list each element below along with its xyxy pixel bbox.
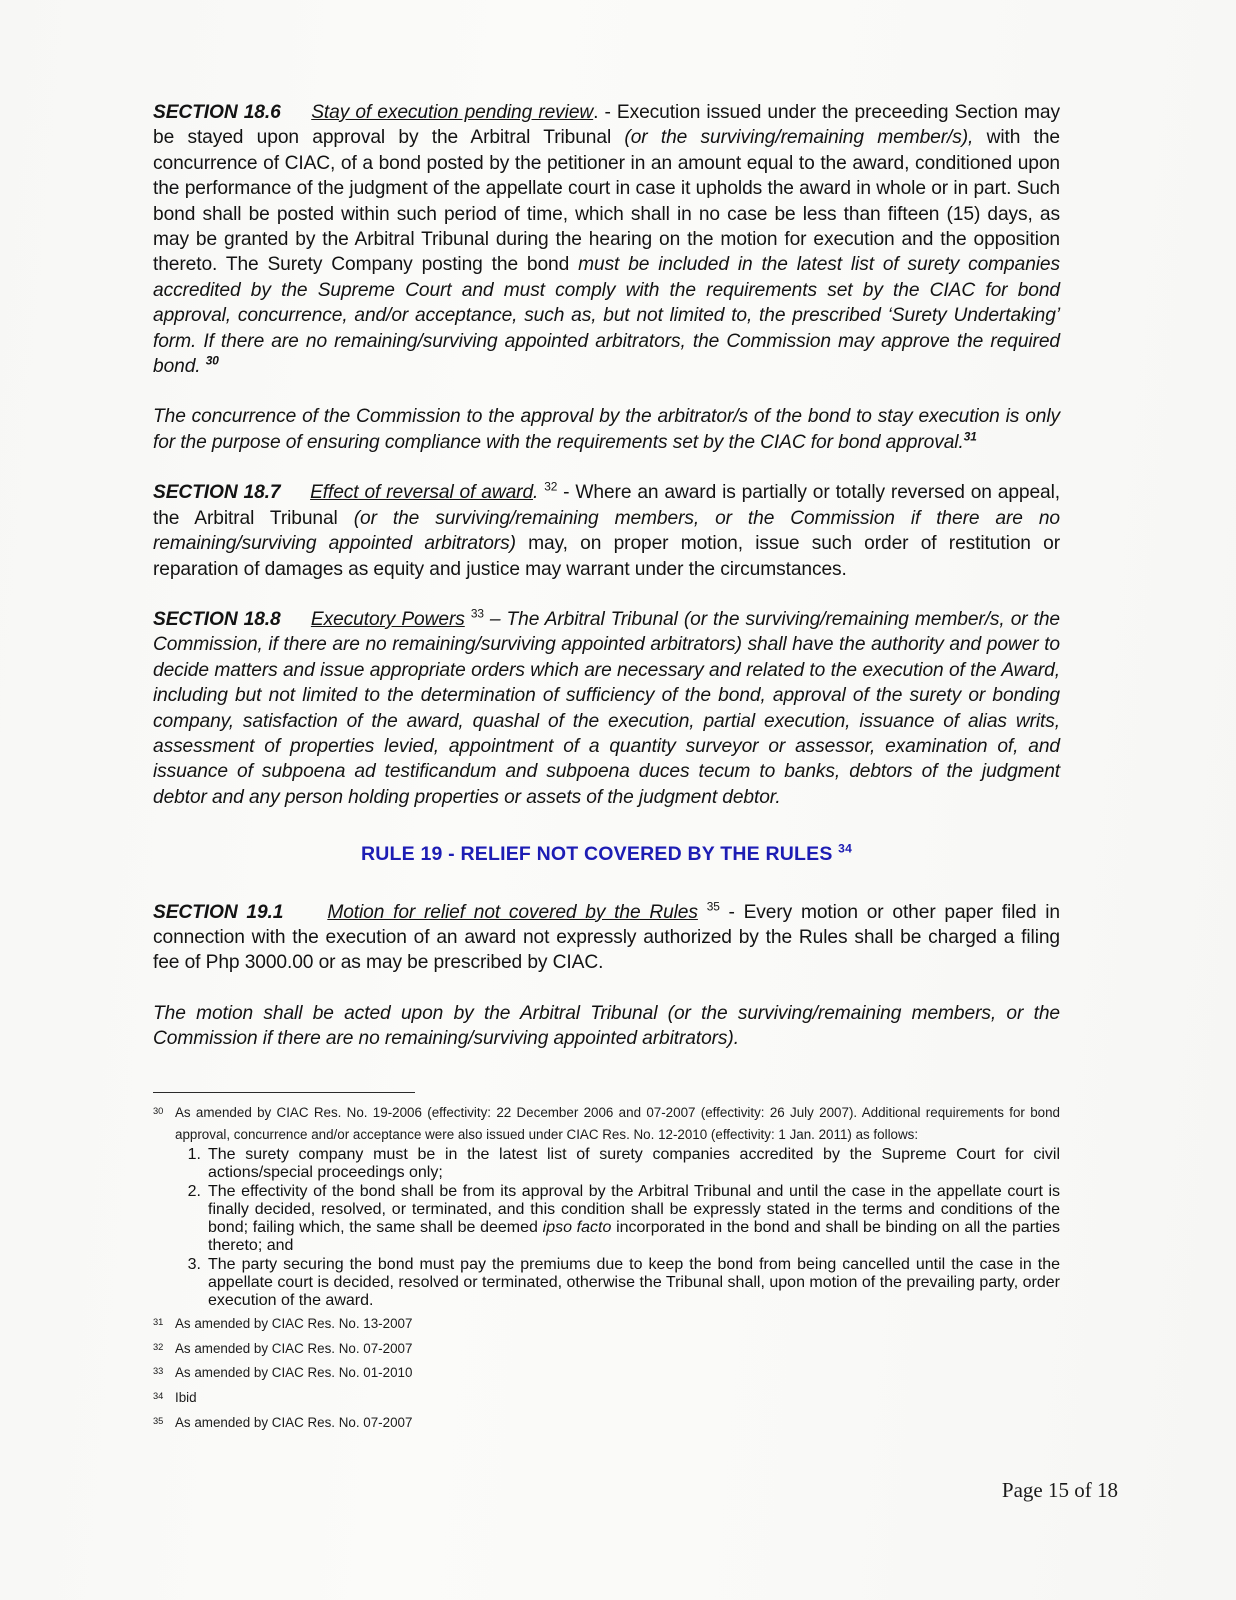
list-item-text: The surety company must be in the latest list of surety companies accredited by the Supreme Court for civil actions/special proceedings only; [208, 1146, 1060, 1182]
list-item-text-b: incorporated in the bond and shall be binding on all the parties thereto; and [208, 1219, 1060, 1255]
footnote-ref-34[interactable]: 34 [838, 841, 853, 856]
section-18-8-title: Executory Powers [310, 608, 465, 630]
section-18-7-number: SECTION 18.7 [153, 482, 281, 504]
spacer [153, 455, 1060, 480]
footnote-31 [153, 1313, 1060, 1335]
section-18-7-title: Effect of reversal of award [310, 482, 534, 504]
footnote-33-text: As amended by CIAC Res. No. 01-2010 [175, 1365, 413, 1381]
footnote-35 [153, 1412, 1060, 1434]
footnote-30-number: 30 [153, 1106, 164, 1116]
rule-19-heading [153, 842, 1060, 867]
footnote-35-text: As amended by CIAC Res. No. 07-2007 [175, 1414, 413, 1430]
footnote-32 [153, 1338, 1060, 1360]
list-item-text-a: The effectivity of the bond shall be from its approval by the Arbitral Tribunal and until the case in the appellate court is finally decided, resolved, or terminated, and this condition shall be expressly stated in the terms and conditions of the bond; failing which, the same shall be deemed [208, 1183, 1060, 1237]
section-18-8 [153, 607, 1060, 810]
paragraph-concurrence [153, 404, 1060, 455]
footnote-ref-33[interactable]: 33 [470, 606, 484, 621]
section-19-1-lead: - Every motion or other paper filed in connection with the execution of an award not expressly authorized by the Rules shall be charged a filing fee of Php 3000.00 or as may be prescribed by CIAC. [153, 901, 1061, 974]
list-item-number: 2. [187, 1183, 201, 1201]
spacer [153, 810, 1060, 842]
section-19-1 [153, 900, 1060, 976]
paragraph-concurrence-text: The concurrence of the Commission to the approval by the arbitrator/s of the bond to stay execution is only for the purpose of ensuring compliance with the requirements set by the CIAC for bond approval. [153, 406, 1060, 453]
list-item-text-italic: ipso facto [542, 1219, 612, 1237]
section-18-7-title-suffix: . [533, 482, 539, 504]
section-18-6-italic-2: must be included in the latest list of surety companies accredited by the Supreme Court and must comply with the requirements set by the CIAC for bond approval, concurrence, and/or acceptance, such as, but not limited to, the prescribed ‘Surety Undertaking’ form. If there are no remaining/surviving appointed arbitrators, the Commission may approve the required bond. [153, 254, 1060, 378]
page-number-footer: Page 15 of 18 [1001, 1478, 1118, 1502]
footnote-ref-35[interactable]: 35 [706, 899, 720, 914]
section-18-7 [153, 480, 1060, 582]
paragraph-motion [153, 1001, 1060, 1052]
footnote-30-list-item-3 [153, 1256, 1060, 1310]
section-18-7-lead: - Where an award is partially or totally reversed on appeal, the Arbitral Tribunal [153, 482, 1061, 529]
paragraph-motion-text: The motion shall be acted upon by the Arbitral Tribunal (or the surviving/remaining members, or the Commission if there are no remaining/surviving appointed arbitrators). [153, 1002, 1060, 1050]
footnote-30 [153, 1102, 1060, 1145]
list-item-text: The party securing the bond must pay the premiums due to keep the bond from being cancelled until the case in the appellate court is decided, resolved or terminated, otherwise the Tribunal shall, upon motion of the prevailing party, order execution of the award. [208, 1256, 1060, 1310]
footnote-31-number: 31 [153, 1317, 164, 1328]
footnote-ref-31[interactable]: 31 [963, 429, 977, 444]
section-18-7-body-1: may, on proper motion, issue such order of restitution or reparation of damages as equity and justice may warrant under the circumstances. [153, 533, 1060, 580]
section-19-1-number: SECTION 19.1 [153, 901, 284, 923]
footnotes-area [153, 1092, 1060, 1433]
spacer [153, 379, 1060, 404]
document-body [153, 100, 1060, 1052]
spacer [153, 976, 1060, 1001]
footnote-30-list-item-1 [153, 1146, 1060, 1182]
section-19-1-title: Motion for relief not covered by the Rules [327, 901, 698, 923]
section-18-6 [153, 100, 1060, 379]
footnote-separator-rule [153, 1092, 415, 1093]
footnote-30-list [153, 1146, 1060, 1310]
section-18-6-title: Stay of execution pending review [311, 102, 594, 123]
section-18-6-body-1: with the concurrence of CIAC, of a bond posted by the petitioner in an amount equal to the award, conditioned upon the performance of the judgment of the appellate court in case it upholds the award in whole or in part. Such bond shall be posted within such period of time, which shall in no case be less than fifteen (15) days, as may be granted by the Arbitral Tribunal during the hearing on the motion for execution and the opposition thereto. The Surety Company posting the bond [153, 127, 1060, 276]
footnote-33-number: 33 [153, 1366, 164, 1377]
footnote-32-number: 32 [153, 1341, 164, 1352]
footnote-ref-30[interactable]: 30 [205, 353, 219, 368]
footnote-34 [153, 1387, 1060, 1409]
section-18-8-number: SECTION 18.8 [153, 608, 281, 630]
footnote-35-number: 35 [153, 1415, 164, 1426]
section-18-8-body: – The Arbitral Tribunal (or the surviving/remaining member/s, or the Commission, if there are no remaining/surviving appointed arbitrators) shall have the authority and power to decide matters and issue appropriate orders which are necessary and related to the execution of the Award, including but not limited to the determination of sufficiency of the bond, approval of the surety or bonding company, satisfaction of the award, quashal of the execution, partial execution, issuance of alias writs, assessment of properties levied, appointment of a quantity surveyor or assessor, examination of, and issuance of subpoena ad testificandum and subpoena duces tecum to banks, debtors of the judgment debtor and any person holding properties or assets of the judgment debtor. [153, 608, 1061, 808]
footnote-30-list-item-2 [153, 1183, 1060, 1255]
list-item-text [208, 1183, 1060, 1255]
footnote-ref-32[interactable]: 32 [544, 479, 558, 494]
footnote-30-text: As amended by CIAC Res. No. 19-2006 (effectivity: 22 December 2006 and 07-2007 (effectivity: 26 July 2007). Additional requirements for bond approval, concurrence and/or acceptance were also issued under CIAC Res. No. 12-2010 (effectivity: 1 Jan. 2011) as follows: [175, 1105, 1060, 1142]
spacer [153, 868, 1060, 900]
footnote-31-text: As amended by CIAC Res. No. 13-2007 [175, 1316, 413, 1332]
section-18-6-italic-1: (or the surviving/remaining member/s), [624, 127, 974, 149]
footnote-34-number: 34 [153, 1390, 164, 1401]
rule-19-heading-text: RULE 19 - RELIEF NOT COVERED BY THE RULES [360, 843, 833, 866]
section-18-6-number: SECTION 18.6 [153, 102, 281, 123]
footnote-33 [153, 1362, 1060, 1384]
section-18-6-lead: . - Execution issued under the preceeding Section may be stayed upon approval by the Arbitral Tribunal [153, 102, 1060, 149]
spacer [153, 582, 1060, 607]
footnote-34-text: Ibid [175, 1389, 197, 1405]
list-item-number: 1. [187, 1146, 201, 1164]
list-item-number: 3. [187, 1256, 201, 1274]
footnote-32-text: As amended by CIAC Res. No. 07-2007 [175, 1340, 413, 1356]
section-18-7-italic-1: (or the surviving/remaining members, or the Commission if there are no remaining/surviving appointed arbitrators) [153, 507, 1060, 555]
